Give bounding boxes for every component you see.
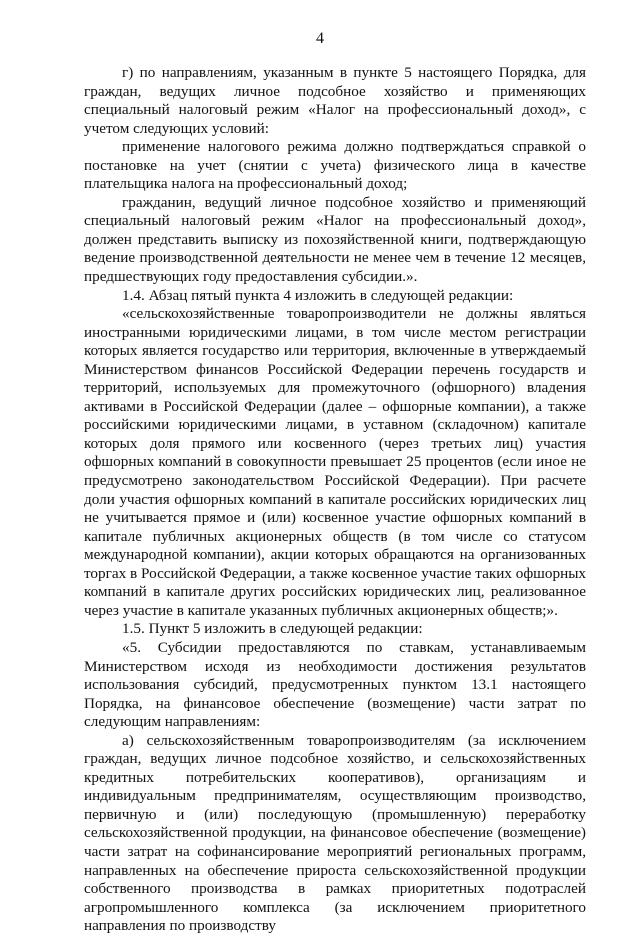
paragraph-tax-regime-certificate: применение налогового режима должно подтверждаться справкой о постановке на учет (снятии с учета) физического лица в качестве плательщика налога на профессиональный доход; <box>84 138 586 193</box>
page-number: 4 <box>316 30 324 47</box>
paragraph-item-1-4: 1.4. Абзац пятый пункта 4 изложить в следующей редакции: <box>122 286 514 304</box>
paragraph-condition-g: г) по направлениям, указанным в пункте 5 настоящего Порядка, для граждан, ведущих личное подсобное хозяйство и применяющих специальный налоговый режим «Налог на профессиональный доход», с учетом следующих условий: <box>84 64 586 137</box>
document-body <box>84 64 586 936</box>
paragraph-direction-a: а) сельскохозяйственным товаропроизводителям (за исключением граждан, ведущих личное подсобное хозяйство, и сельскохозяйственных кредитных потребительских кооперативов), организациям и индивидуальным предпринимателям, осуществляющим производство, первичную и (или) последующую (промышленную) переработку сельскохозяйственной продукции, на финансовое обеспечение (возмещение) части затрат на софинансирование мероприятий региональных программ, направленных на обеспечение прироста сельскохозяйственной продукции собственного производства в рамках приоритетных подотраслей агропромышленного комплекса (за исключением приоритетного направления по производству <box>84 731 586 935</box>
paragraph-item-1-5: 1.5. Пункт 5 изложить в следующей редакции: <box>122 620 423 638</box>
paragraph-offshore-companies: «сельскохозяйственные товаропроизводители не должны являться иностранными юридическими лицами, в том числе местом регистрации которых является государство или территория, включенные в утверждаемый Министерством финансов Российской Федерации перечень государств и территорий, используемых для промежуточного (офшорного) владения активами в Российской Федерации (далее – офшорные компании), а также российскими юридическими лицами, в уставном (складочном) капитале которых доля прямого или косвенного (через третьих лиц) участия офшорных компаний в совокупности превышает 25 процентов (если иное не предусмотрено законодательством Российской Федерации). При расчете доли участия офшорных компаний в капитале российских юридических лиц не учитывается прямое и (или) косвенное участие офшорных компаний в капитале публичных акционерных обществ (в том числе со статусом международной компании), акции которых обращаются на организованных торгах в Российской Федерации, а также косвенное участие таких офшорных компаний в капитале других российских юридических лиц, реализованное через участие в капитале указанных публичных акционерных обществ;». <box>84 305 586 619</box>
paragraph-item-5-subsidies: «5. Субсидии предоставляются по ставкам, устанавливаемым Министерством исходя из необходимости достижения результатов использования субсидий, предусмотренных пунктом 13.1 настоящего Порядка, на финансовое обеспечение (возмещение) части затрат по следующим направлениям: <box>84 638 586 731</box>
paragraph-household-book-extract: гражданин, ведущий личное подсобное хозяйство и применяющий специальный налоговый режим «Налог на профессиональный доход», должен представить выписку из похозяйственной книги, подтверждающую ведение производственной деятельности не менее чем в течение 12 месяцев, предшествующих году предоставления субсидии.». <box>84 193 586 286</box>
